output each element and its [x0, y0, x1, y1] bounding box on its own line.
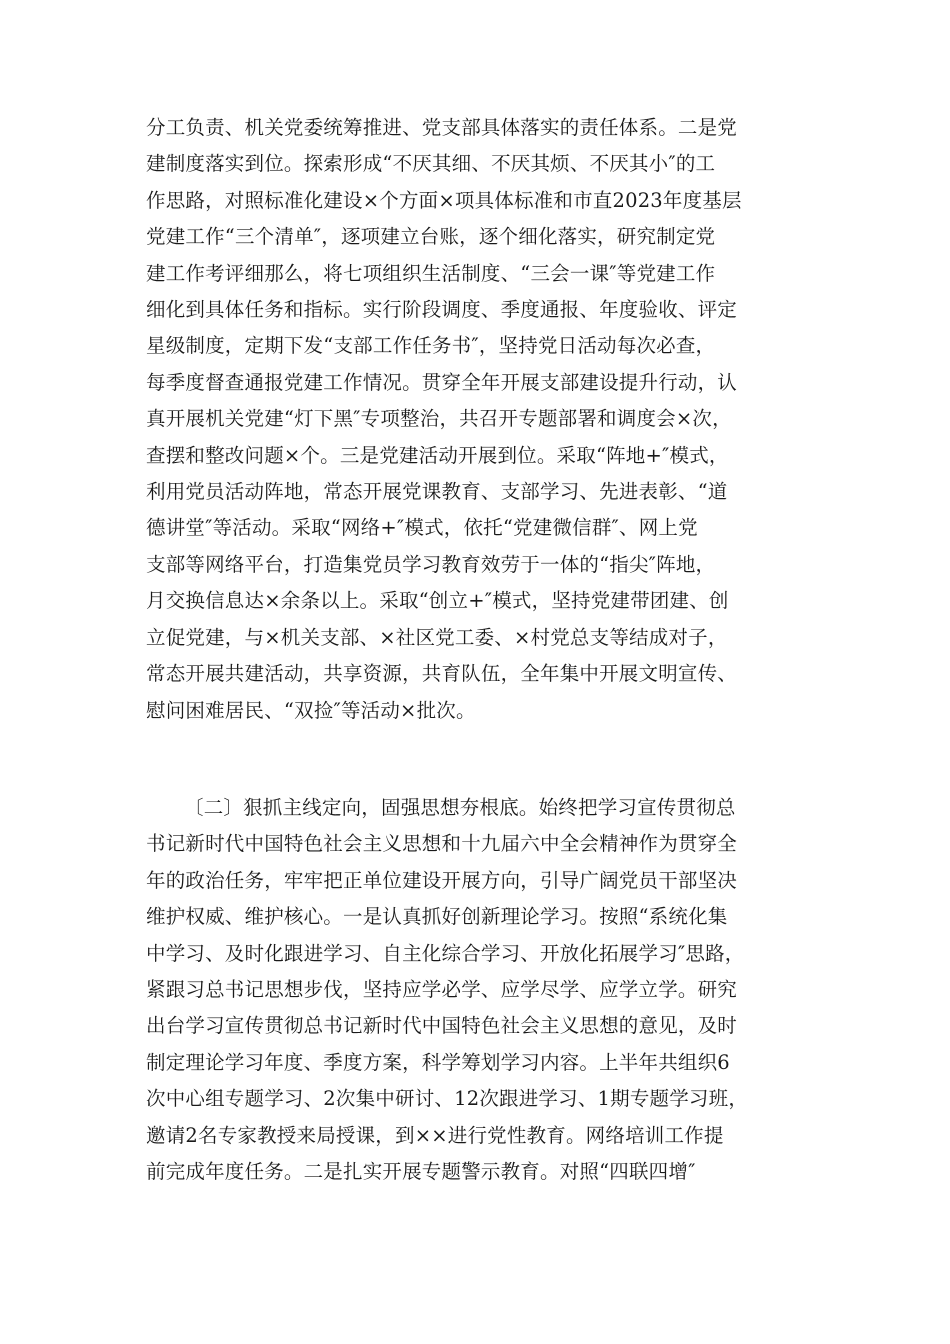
- text-line: 前完成年度任务。二是扎实开展专题警示教育。对照“四联四增″: [146, 1160, 696, 1184]
- text-line: 常态开展共建活动，共享资源，共育队伍，全年集中开展文明宣传、: [146, 662, 738, 686]
- text-line: 维护权威、维护核心。一是认真抓好创新理论学习。按照“系统化集: [146, 905, 728, 929]
- text-line: 支部等网络平台，打造集党员学习教育效劳于一体的“指尖″阵地，: [146, 552, 716, 576]
- text-line: 查摆和整改问题×个。三是党建活动开展到位。采取“阵地+″模式，: [146, 443, 729, 467]
- text-line: 党建工作“三个清单″，逐项建立台账，逐个细化落实，研究制定党: [146, 225, 716, 249]
- text-line: 邀请2名专家教授来局授课，到××进行党性教育。网络培训工作提: [146, 1123, 724, 1147]
- text-line: 建工作考评细那么，将七项组织生活制度、“三会一课″等党建工作: [146, 261, 716, 285]
- text-line: 分工负责、机关党委统筹推进、党支部具体落实的责任体系。二是党: [146, 116, 738, 139]
- text-line: 细化到具体任务和指标。实行阶段调度、季度通报、年度验收、评定: [146, 298, 738, 322]
- text-line: 作思路，对照标准化建设×个方面×项具体标准和市直2023年度基层: [146, 188, 742, 212]
- text-line: 次中心组专题学习、2次集中研讨、12次跟进学习、1期专题学习班，: [146, 1087, 749, 1111]
- text-line: 书记新时代中国特色社会主义思想和十九届六中全会精神作为贯穿全: [146, 832, 738, 856]
- paragraph-ideological-foundation: [146, 790, 811, 1190]
- text-line: 月交换信息达×余条以上。采取“创立+″模式，坚持党建带团建、创: [146, 589, 729, 613]
- text-line: 每季度督查通报党建工作情况。贯穿全年开展支部建设提升行动，认: [146, 370, 738, 394]
- text-line: 〔二〕狠抓主线定向，固强思想夯根底。始终把学习宣传贯彻总: [184, 796, 736, 819]
- text-line: 立促党建，与×机关支部、×社区党工委、×村党总支等结成对子，: [146, 625, 728, 649]
- text-line: 制定理论学习年度、季度方案，科学筹划学习内容。上半年共组织6: [146, 1050, 730, 1074]
- paragraph-responsibility-system: [146, 110, 811, 729]
- text-line: 紧跟习总书记思想步伐，坚持应学必学、应学尽学、应学立学。研究: [146, 978, 738, 1002]
- text-line: 真开展机关党建“灯下黑″专项整治，共召开专题部署和调度会×次，: [146, 407, 732, 431]
- text-line: 利用党员活动阵地，常态开展党课教育、支部学习、先进表彰、“道: [146, 480, 728, 504]
- text-line: 星级制度，定期下发“支部工作任务书″，坚持党日活动每次必查，: [146, 334, 716, 358]
- text-line: 中学习、及时化跟进学习、自主化综合学习、开放化拓展学习″思路，: [146, 941, 745, 965]
- text-line: 建制度落实到位。探索形成“不厌其细、不厌其烦、不厌其小″的工: [146, 152, 716, 176]
- text-line: 慰问困难居民、“双捡″等活动×批次。: [146, 698, 476, 722]
- text-line: 年的政治任务，牢牢把正单位建设开展方向，引导广阔党员干部坚决: [146, 868, 738, 892]
- text-line: 出台学习宣传贯彻总书记新时代中国特色社会主义思想的意见，及时: [146, 1014, 738, 1038]
- text-line: 德讲堂″等活动。采取“网络+″模式，依托“党建微信群″、网上党: [146, 516, 698, 540]
